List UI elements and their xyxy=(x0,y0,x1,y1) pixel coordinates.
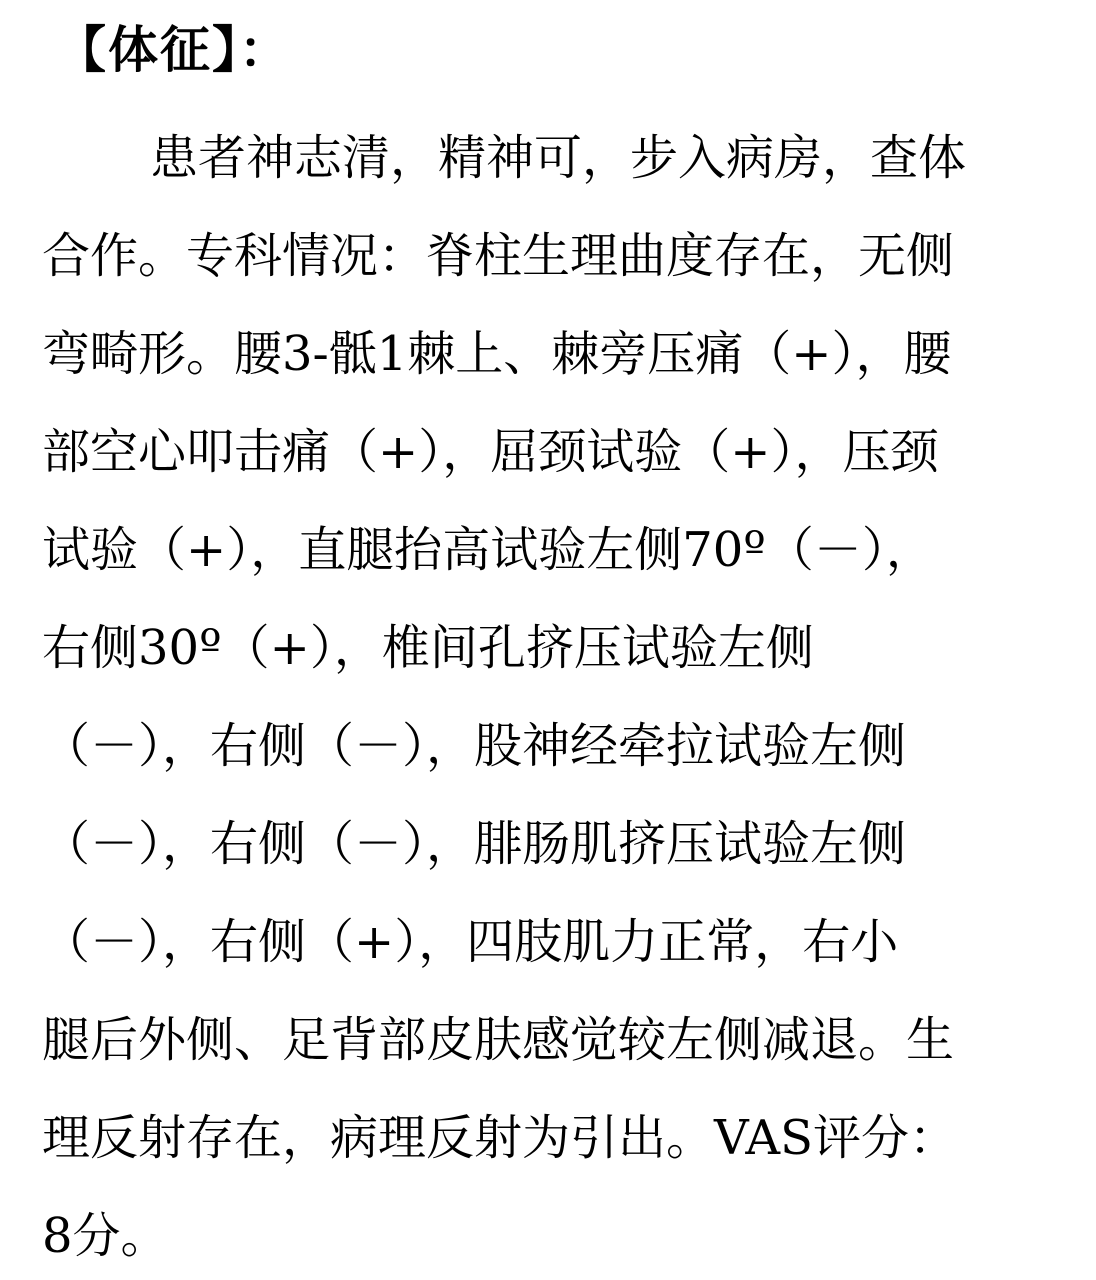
paragraph-line: 患者神志清，精神可，步入病房，查体 xyxy=(150,130,967,186)
paragraph-line: （－），右侧（－），腓肠肌挤压试验左侧 xyxy=(42,816,907,872)
section-heading: 【体征】： xyxy=(56,21,291,79)
paragraph-line: 试验（+），直腿抬高试验左侧70º（－）， xyxy=(42,522,934,578)
paragraph-line: 部空心叩击痛（+），屈颈试验（+），压颈 xyxy=(42,424,939,480)
paragraph-line: 理反射存在，病理反射为引出。VAS评分： xyxy=(42,1110,957,1166)
paragraph-line: 合作。专科情况：脊柱生理曲度存在，无侧 xyxy=(42,228,955,284)
paragraph-line: （－），右侧（+），四肢肌力正常，右小 xyxy=(42,914,899,970)
paragraph-line: （－），右侧（－），股神经牵拉试验左侧 xyxy=(42,718,907,774)
paragraph-line: 弯畸形。腰3-骶1棘上、棘旁压痛（+），腰 xyxy=(42,326,952,382)
paragraph-line: 8分。 xyxy=(42,1208,169,1264)
paragraph-line: 右侧30º（+），椎间孔挤压试验左侧 xyxy=(42,620,814,676)
paragraph-line: 腿后外侧、足背部皮肤感觉较左侧减退。生 xyxy=(42,1012,955,1068)
